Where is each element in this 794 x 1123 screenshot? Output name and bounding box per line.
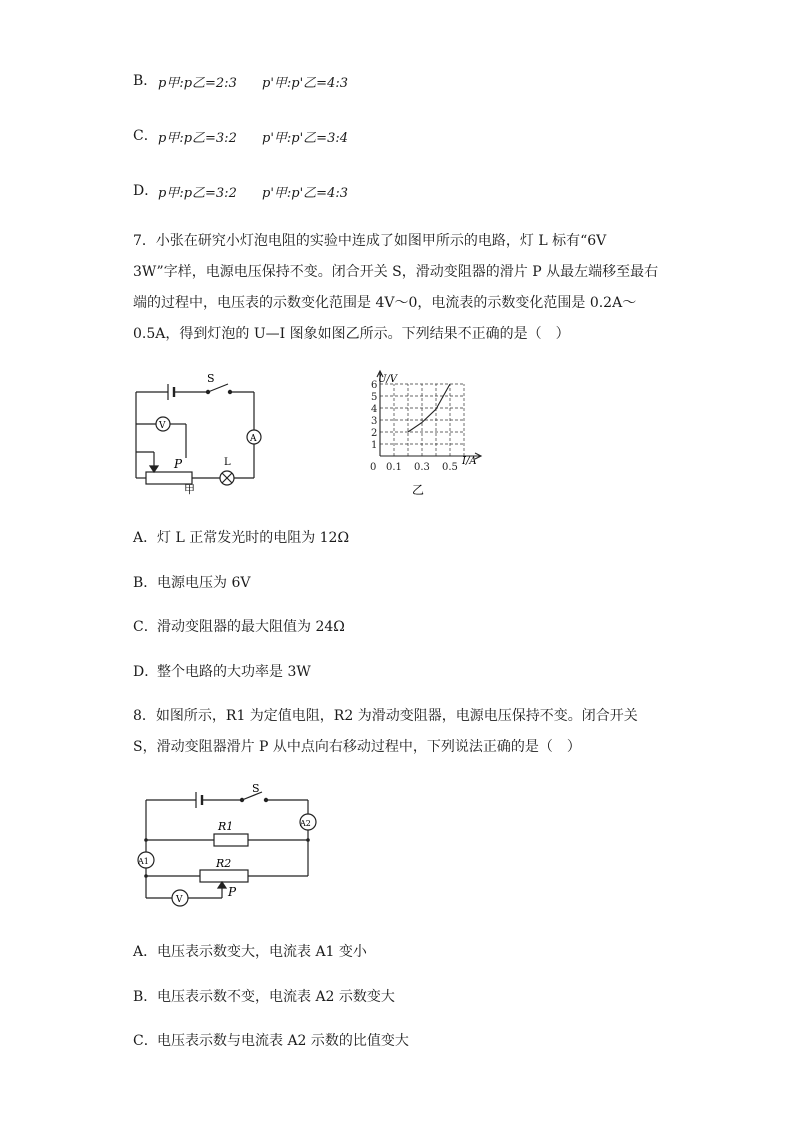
q7-option-d [133,662,311,682]
q7-ui-curve [408,384,450,432]
chart-y-tick-label: 6 [371,380,378,391]
q8-r2-label: R2 [216,857,232,870]
q8-option-b-key: B． [133,989,158,1005]
q7-jia-lamp-label: L [224,457,231,468]
q7-option-a-key: A． [133,530,158,546]
q8-option-a-key: A． [133,944,158,960]
q8-a2-label: A2 [300,819,311,828]
q6-option-c [133,126,158,146]
q7-stem: 7．小张在研究小灯泡电阻的实验中连成了如图甲所示的电路，灯 L 标有“6V 3W”字样，电源电压保持不变。闭合开关 S，滑动变阻器的滑片 P 从最左端移至最右端的过程中，电压表的示数变化范围是 4V～0，电流表的示数变化范围是 0.2A～0.5A，得到灯泡的 U—I 图象如图乙所示。下列结果不正确的是（ ） [133,233,659,342]
q7-jia-ammeter-label: A [250,434,257,444]
q8-option-b [133,987,395,1007]
q8-option-a [133,942,367,962]
q6-option-b-ratio1: p甲:p乙=2:3 [158,76,237,91]
q7-jia-switch-label: S [207,372,215,385]
q8-stem: 8．如图所示，R1 为定值电阻，R2 为滑动变阻器，电源电压保持不变。闭合开关 S，滑动变阻器滑片 P 从中点向右移动过程中，下列说法正确的是（ ） [133,708,638,755]
q7-option-b [133,573,250,593]
q8-r1-label: R1 [218,820,234,833]
chart-y-tick-label: 5 [371,392,378,403]
q6-option-d-ratio1: p甲:p乙=3:2 [158,186,237,201]
q7-option-c-key: C． [133,619,158,635]
q7-jia-slider-label: P [174,457,183,471]
q8-option-c-text: 电压表示数与电流表 A2 示数的比值变大 [157,1033,409,1049]
q8-voltmeter-label: V [176,895,183,905]
q7-yi-y-axis-label: U/V [378,374,398,385]
q7-option-b-key: B． [133,575,158,591]
q8-option-c-key: C． [133,1033,158,1049]
q8-a1-label: A1 [138,857,149,866]
q6-option-b-key: B． [133,73,158,89]
q8-slider-label: P [228,885,237,899]
q6-option-d-ratio2: p'甲:p'乙=4:3 [262,186,348,201]
chart-x-tick-label: 0.3 [414,462,430,473]
q7-ui-chart-yi [352,366,492,502]
q8-option-c [133,1031,409,1051]
q6-option-d [133,181,158,201]
q7-option-a-text: 灯 L 正常发光时的电阻为 12Ω [157,530,350,546]
q7-option-c [133,617,345,637]
chart-x-tick-label: 0 [370,462,377,473]
q7-circuit-diagram-jia [128,372,268,496]
chart-y-tick-label: 4 [371,404,378,415]
chart-y-tick-label: 2 [371,428,378,439]
q8-circuit-diagram [130,780,330,914]
q8-option-b-text: 电压表示数不变，电流表 A2 示数变大 [157,989,395,1005]
chart-y-tick-label: 3 [371,416,378,427]
q8-switch-label: S [252,782,260,795]
q7-yi-x-axis-label: I/A [462,456,477,467]
chart-x-tick-label: 0.5 [442,462,458,473]
q7-yi-caption: 乙 [412,483,425,497]
q7-option-b-text: 电源电压为 6V [157,575,251,591]
q6-option-b [133,71,157,91]
q7-jia-caption: 甲 [184,483,195,496]
chart-y-tick-label: 1 [371,440,378,451]
q6-option-b-ratio2: p'甲:p'乙=4:3 [262,76,348,91]
q6-option-d-key: D． [133,183,159,199]
q6-option-c-ratio1: p甲:p乙=3:2 [158,131,237,146]
q7-option-c-text: 滑动变阻器的最大阻值为 24Ω [157,619,345,635]
q7-option-d-key: D． [133,664,159,680]
q7-option-d-text: 整个电路的大功率是 3W [157,664,311,680]
q6-option-c-key: C． [133,128,158,144]
q7-jia-voltmeter-label: V [159,421,166,431]
q7-option-a [133,528,349,548]
q6-option-c-ratio2: p'甲:p'乙=3:4 [262,131,348,146]
chart-x-tick-label: 0.1 [386,462,402,473]
q8-option-a-text: 电压表示数变大，电流表 A1 变小 [157,944,367,960]
